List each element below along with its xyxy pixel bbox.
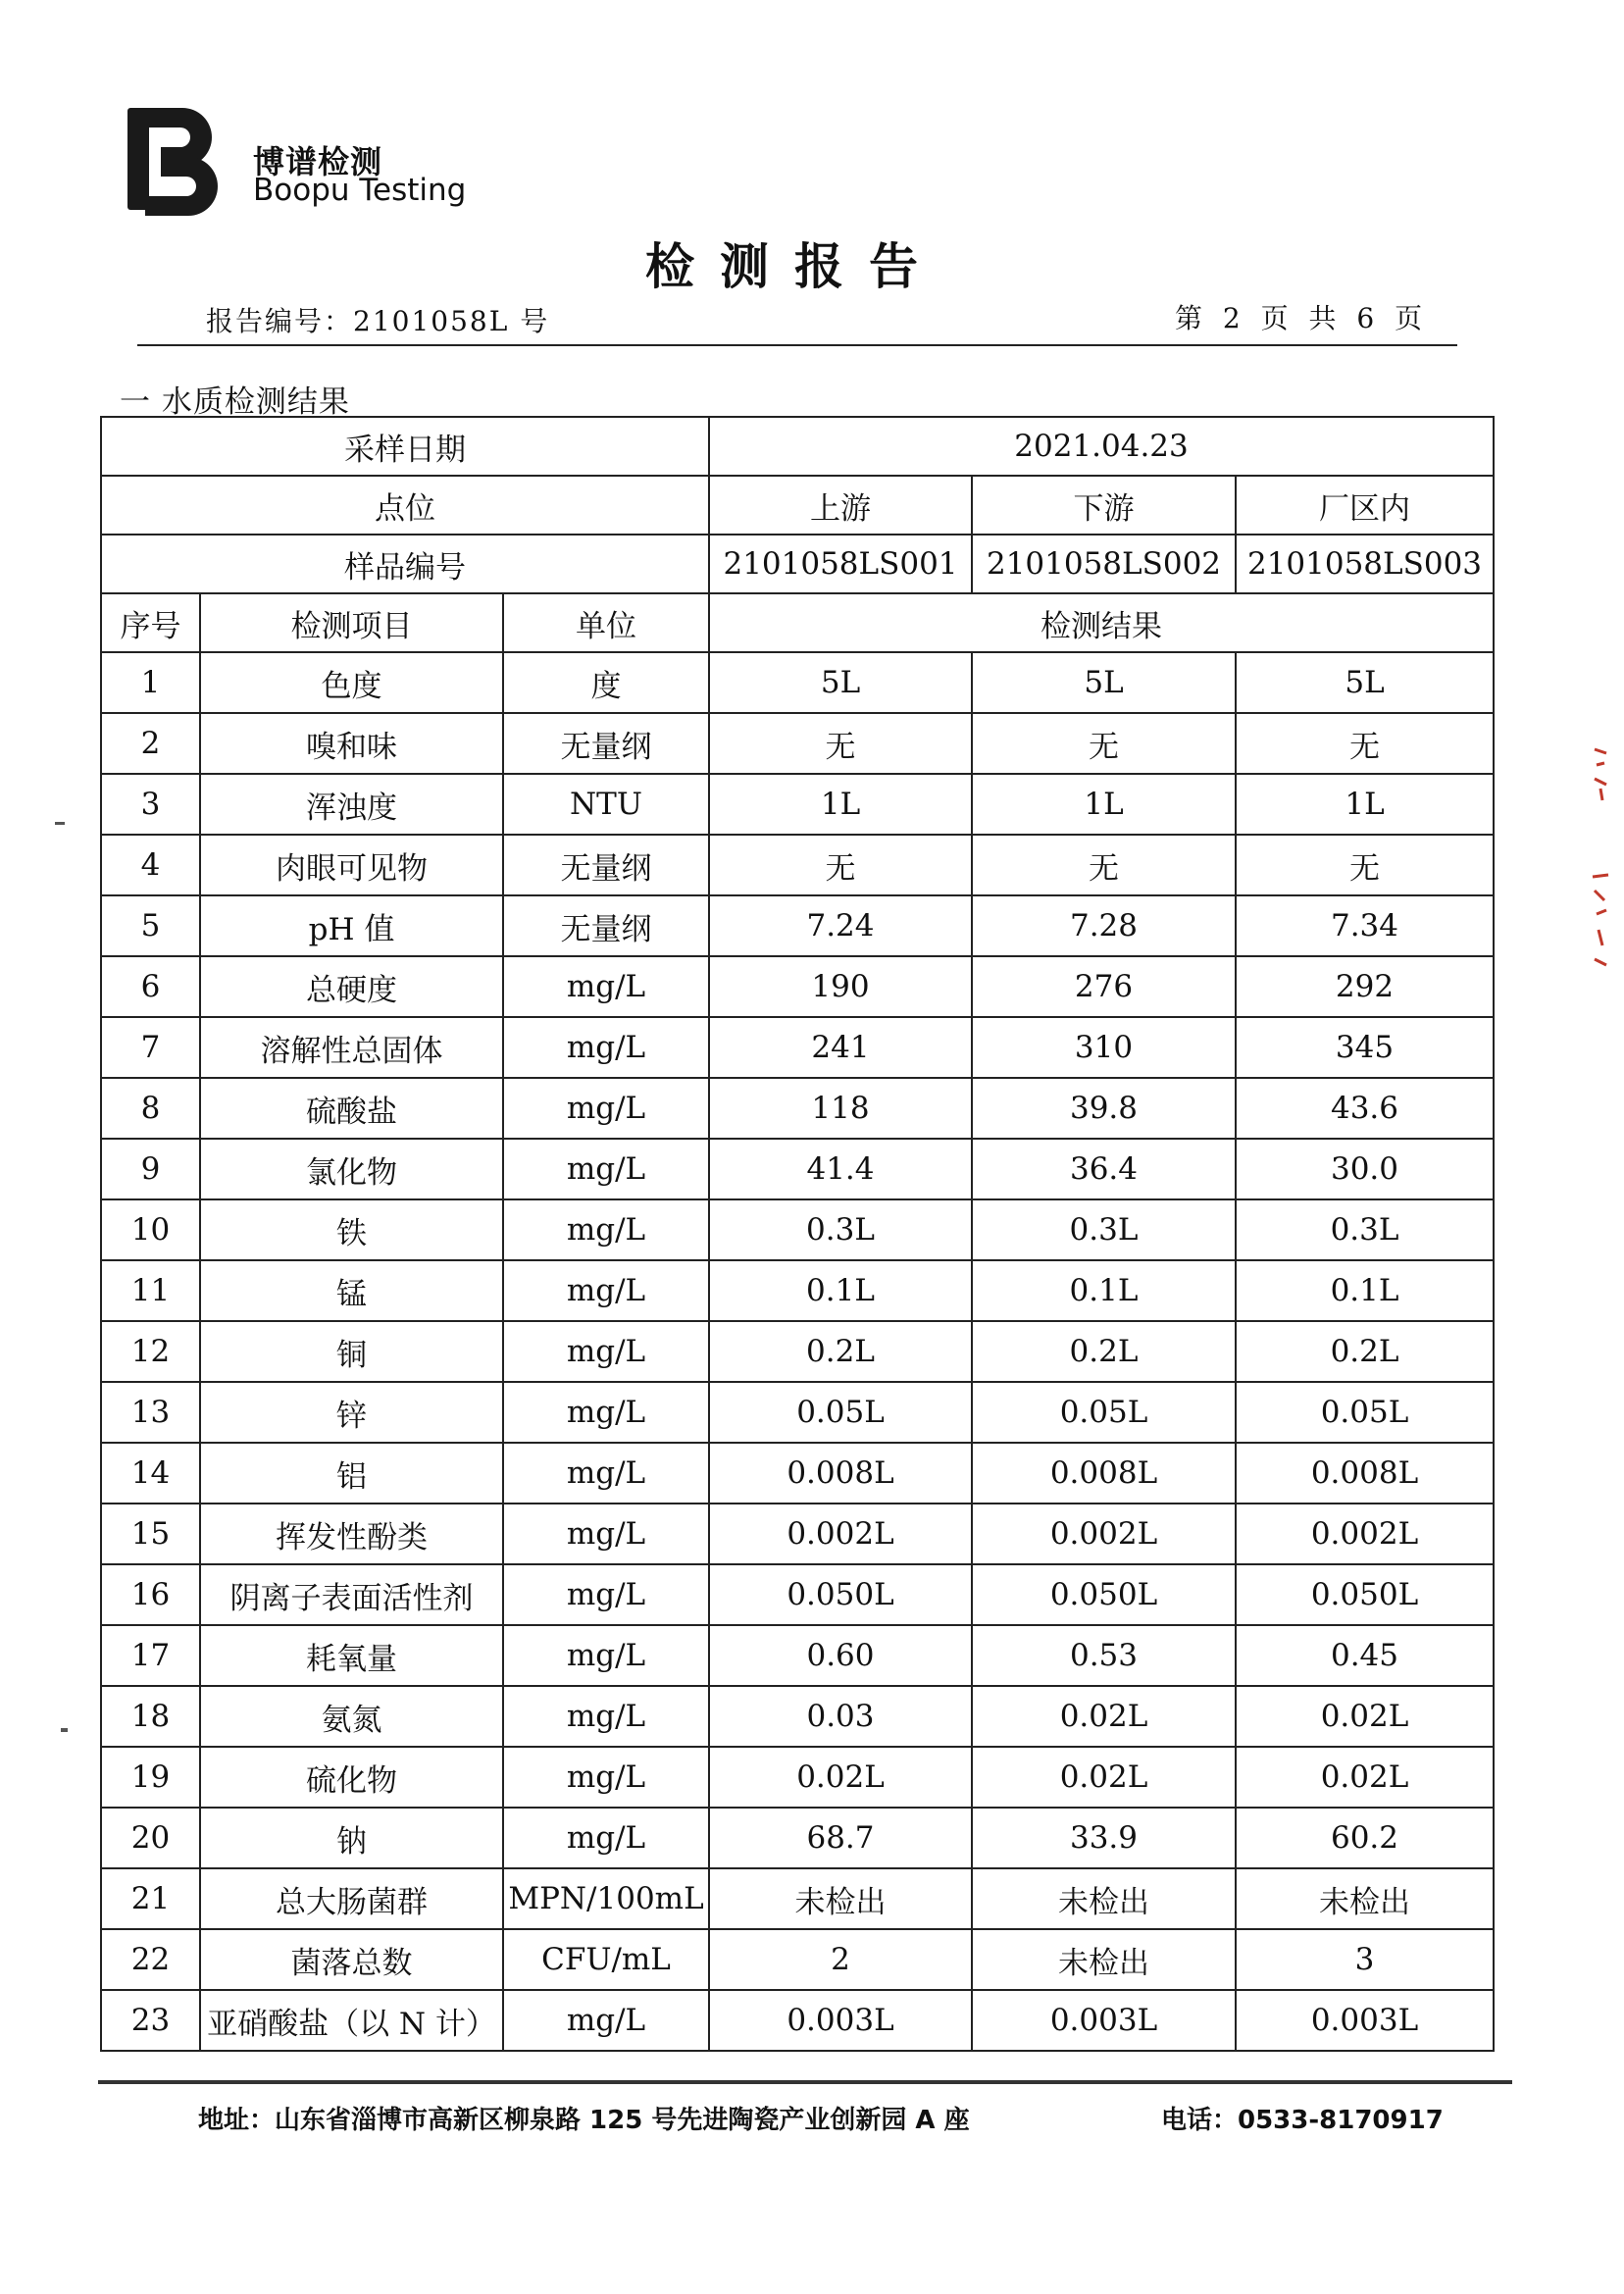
- location-upstream: 上游: [709, 476, 972, 535]
- cell-unit: mg/L: [503, 1321, 709, 1382]
- cell-result-downstream: 0.2L: [972, 1321, 1236, 1382]
- cell-result-upstream: 5L: [709, 652, 972, 713]
- cell-unit: mg/L: [503, 1564, 709, 1625]
- cell-seq: 6: [101, 956, 200, 1017]
- cell-result-upstream: 0.1L: [709, 1260, 972, 1321]
- header-divider: [137, 344, 1457, 346]
- cell-seq: 21: [101, 1868, 200, 1929]
- cell-item: 氨氮: [200, 1686, 503, 1747]
- cell-seq: 5: [101, 895, 200, 956]
- cell-result-plant: 1L: [1236, 774, 1494, 835]
- cell-result-plant: 无: [1236, 713, 1494, 774]
- cell-result-upstream: 68.7: [709, 1808, 972, 1868]
- cell-result-plant: 30.0: [1236, 1139, 1494, 1199]
- cell-unit: mg/L: [503, 1139, 709, 1199]
- cell-result-upstream: 0.02L: [709, 1747, 972, 1808]
- cell-unit: mg/L: [503, 1199, 709, 1260]
- cell-item: 色度: [200, 652, 503, 713]
- table-row: [101, 1017, 1494, 1078]
- cell-result-downstream: 0.050L: [972, 1564, 1236, 1625]
- location-label: 点位: [101, 476, 709, 535]
- cell-unit: mg/L: [503, 1808, 709, 1868]
- cell-result-downstream: 0.02L: [972, 1747, 1236, 1808]
- cell-result-downstream: 39.8: [972, 1078, 1236, 1139]
- cell-unit: 无量纲: [503, 713, 709, 774]
- table-row: [101, 1260, 1494, 1321]
- cell-unit: NTU: [503, 774, 709, 835]
- table-row: [101, 1929, 1494, 1990]
- table-row: [101, 1504, 1494, 1564]
- boopu-logo-icon: [127, 102, 218, 216]
- cell-item: 菌落总数: [200, 1929, 503, 1990]
- sample-id-2: 2101058LS002: [972, 535, 1236, 593]
- cell-seq: 8: [101, 1078, 200, 1139]
- cell-unit: mg/L: [503, 1686, 709, 1747]
- cell-result-plant: 3: [1236, 1929, 1494, 1990]
- cell-item: 溶解性总固体: [200, 1017, 503, 1078]
- footer-phone: 电话：0533-8170917: [1161, 2106, 1444, 2135]
- cell-item: 总大肠菌群: [200, 1868, 503, 1929]
- cell-unit: mg/L: [503, 1382, 709, 1443]
- cell-item: 耗氧量: [200, 1625, 503, 1686]
- cell-result-downstream: 36.4: [972, 1139, 1236, 1199]
- report-number: 报告编号：2101058L 号: [206, 305, 550, 337]
- cell-seq: 4: [101, 835, 200, 895]
- cell-item: 氯化物: [200, 1139, 503, 1199]
- cell-result-plant: 345: [1236, 1017, 1494, 1078]
- cell-result-upstream: 241: [709, 1017, 972, 1078]
- cell-unit: mg/L: [503, 1260, 709, 1321]
- cell-result-upstream: 0.050L: [709, 1564, 972, 1625]
- cell-result-downstream: 0.008L: [972, 1443, 1236, 1504]
- cell-unit: mg/L: [503, 1625, 709, 1686]
- cell-result-upstream: 0.3L: [709, 1199, 972, 1260]
- cell-unit: mg/L: [503, 1078, 709, 1139]
- cell-item: 肉眼可见物: [200, 835, 503, 895]
- cell-result-upstream: 0.05L: [709, 1382, 972, 1443]
- location-row: [101, 476, 1494, 535]
- cell-item: 锌: [200, 1382, 503, 1443]
- cell-seq: 13: [101, 1382, 200, 1443]
- cell-result-downstream: 无: [972, 713, 1236, 774]
- cell-item: pH 值: [200, 895, 503, 956]
- cell-result-downstream: 310: [972, 1017, 1236, 1078]
- cell-unit: MPN/100mL: [503, 1868, 709, 1929]
- cell-item: 铜: [200, 1321, 503, 1382]
- cell-seq: 19: [101, 1747, 200, 1808]
- table-row: [101, 835, 1494, 895]
- cell-seq: 18: [101, 1686, 200, 1747]
- cell-result-plant: 0.2L: [1236, 1321, 1494, 1382]
- table-row: [101, 1747, 1494, 1808]
- sample-id-row: [101, 535, 1494, 593]
- footer-divider: [98, 2080, 1512, 2084]
- sampling-date-row: [101, 417, 1494, 476]
- cell-item: 铝: [200, 1443, 503, 1504]
- cell-result-downstream: 7.28: [972, 895, 1236, 956]
- table-row: [101, 1321, 1494, 1382]
- table-row: [101, 774, 1494, 835]
- sampling-date-label: 采样日期: [101, 417, 709, 476]
- cell-result-downstream: 0.05L: [972, 1382, 1236, 1443]
- seal-fragment-icon: [1591, 871, 1610, 969]
- col-header-result: 检测结果: [709, 593, 1494, 652]
- cell-result-upstream: 2: [709, 1929, 972, 1990]
- cell-item: 阴离子表面活性剂: [200, 1564, 503, 1625]
- cell-item: 浑浊度: [200, 774, 503, 835]
- cell-result-plant: 0.02L: [1236, 1686, 1494, 1747]
- cell-result-downstream: 未检出: [972, 1868, 1236, 1929]
- table-row: [101, 1199, 1494, 1260]
- cell-item: 硫化物: [200, 1747, 503, 1808]
- table-row: [101, 1564, 1494, 1625]
- cell-result-upstream: 0.003L: [709, 1990, 972, 2051]
- cell-result-upstream: 无: [709, 835, 972, 895]
- location-plant: 厂区内: [1236, 476, 1494, 535]
- cell-seq: 1: [101, 652, 200, 713]
- cell-seq: 2: [101, 713, 200, 774]
- cell-item: 锰: [200, 1260, 503, 1321]
- cell-result-downstream: 0.003L: [972, 1990, 1236, 2051]
- table-row: [101, 713, 1494, 774]
- cell-seq: 23: [101, 1990, 200, 2051]
- cell-result-upstream: 190: [709, 956, 972, 1017]
- section-title: 一 水质检测结果: [120, 384, 350, 420]
- table-row: [101, 1443, 1494, 1504]
- table-row: [101, 1625, 1494, 1686]
- cell-unit: 度: [503, 652, 709, 713]
- cell-seq: 7: [101, 1017, 200, 1078]
- cell-result-downstream: 276: [972, 956, 1236, 1017]
- cell-result-downstream: 33.9: [972, 1808, 1236, 1868]
- table-row: [101, 652, 1494, 713]
- cell-item: 嗅和味: [200, 713, 503, 774]
- cell-unit: 无量纲: [503, 895, 709, 956]
- cell-seq: 14: [101, 1443, 200, 1504]
- cell-unit: mg/L: [503, 956, 709, 1017]
- cell-result-downstream: 无: [972, 835, 1236, 895]
- cell-seq: 12: [101, 1321, 200, 1382]
- cell-result-plant: 7.34: [1236, 895, 1494, 956]
- cell-item: 总硬度: [200, 956, 503, 1017]
- cell-seq: 11: [101, 1260, 200, 1321]
- cell-result-downstream: 0.02L: [972, 1686, 1236, 1747]
- table-row: [101, 1868, 1494, 1929]
- table-row: [101, 1686, 1494, 1747]
- sample-id-1: 2101058LS001: [709, 535, 972, 593]
- scan-speck: [55, 822, 65, 825]
- cell-result-plant: 0.45: [1236, 1625, 1494, 1686]
- table-row: [101, 895, 1494, 956]
- cell-result-downstream: 5L: [972, 652, 1236, 713]
- col-header-item: 检测项目: [200, 593, 503, 652]
- cell-result-plant: 5L: [1236, 652, 1494, 713]
- brand-name-en: Boopu Testing: [253, 173, 467, 208]
- cell-result-upstream: 0.60: [709, 1625, 972, 1686]
- cell-seq: 16: [101, 1564, 200, 1625]
- cell-result-upstream: 41.4: [709, 1139, 972, 1199]
- results-table: [100, 416, 1495, 2052]
- cell-result-downstream: 0.53: [972, 1625, 1236, 1686]
- col-header-seq: 序号: [101, 593, 200, 652]
- table-row: [101, 1139, 1494, 1199]
- seal-fragment-icon: [1591, 745, 1610, 804]
- table-row: [101, 1078, 1494, 1139]
- cell-result-downstream: 0.3L: [972, 1199, 1236, 1260]
- cell-result-downstream: 未检出: [972, 1929, 1236, 1990]
- cell-item: 硫酸盐: [200, 1078, 503, 1139]
- cell-result-upstream: 0.002L: [709, 1504, 972, 1564]
- cell-result-plant: 0.02L: [1236, 1747, 1494, 1808]
- sample-id-label: 样品编号: [101, 535, 709, 593]
- table-row: [101, 1382, 1494, 1443]
- report-title: 检测报告: [645, 237, 943, 295]
- location-downstream: 下游: [972, 476, 1236, 535]
- cell-result-upstream: 无: [709, 713, 972, 774]
- cell-result-upstream: 0.008L: [709, 1443, 972, 1504]
- cell-result-downstream: 0.002L: [972, 1504, 1236, 1564]
- cell-unit: mg/L: [503, 1443, 709, 1504]
- table-row: [101, 1990, 1494, 2051]
- cell-seq: 10: [101, 1199, 200, 1260]
- scan-speck: [61, 1728, 68, 1732]
- cell-result-plant: 60.2: [1236, 1808, 1494, 1868]
- cell-result-upstream: 7.24: [709, 895, 972, 956]
- cell-result-plant: 43.6: [1236, 1078, 1494, 1139]
- table-row: [101, 956, 1494, 1017]
- cell-result-upstream: 未检出: [709, 1868, 972, 1929]
- column-header-row: [101, 593, 1494, 652]
- cell-result-plant: 0.05L: [1236, 1382, 1494, 1443]
- cell-result-upstream: 118: [709, 1078, 972, 1139]
- cell-unit: mg/L: [503, 1504, 709, 1564]
- col-header-unit: 单位: [503, 593, 709, 652]
- cell-result-plant: 0.008L: [1236, 1443, 1494, 1504]
- cell-seq: 17: [101, 1625, 200, 1686]
- footer-address: 地址：山东省淄博市高新区柳泉路 125 号先进陶瓷产业创新园 A 座: [198, 2106, 970, 2135]
- cell-unit: CFU/mL: [503, 1929, 709, 1990]
- cell-result-plant: 0.003L: [1236, 1990, 1494, 2051]
- cell-result-upstream: 0.2L: [709, 1321, 972, 1382]
- sample-id-3: 2101058LS003: [1236, 535, 1494, 593]
- cell-result-upstream: 1L: [709, 774, 972, 835]
- cell-unit: mg/L: [503, 1017, 709, 1078]
- cell-unit: mg/L: [503, 1747, 709, 1808]
- cell-result-plant: 0.1L: [1236, 1260, 1494, 1321]
- cell-unit: mg/L: [503, 1990, 709, 2051]
- cell-item: 钠: [200, 1808, 503, 1868]
- cell-result-plant: 无: [1236, 835, 1494, 895]
- cell-result-plant: 0.3L: [1236, 1199, 1494, 1260]
- brand-name-cn: 博谱检测: [253, 143, 383, 180]
- cell-seq: 22: [101, 1929, 200, 1990]
- cell-item: 挥发性酚类: [200, 1504, 503, 1564]
- page-indicator: 第 2 页 共 6 页: [1175, 302, 1426, 334]
- table-row: [101, 1808, 1494, 1868]
- cell-unit: 无量纲: [503, 835, 709, 895]
- cell-result-downstream: 0.1L: [972, 1260, 1236, 1321]
- cell-result-plant: 0.002L: [1236, 1504, 1494, 1564]
- cell-result-plant: 未检出: [1236, 1868, 1494, 1929]
- cell-item: 铁: [200, 1199, 503, 1260]
- sampling-date-value: 2021.04.23: [709, 417, 1494, 476]
- cell-seq: 3: [101, 774, 200, 835]
- cell-result-downstream: 1L: [972, 774, 1236, 835]
- cell-result-plant: 292: [1236, 956, 1494, 1017]
- cell-result-upstream: 0.03: [709, 1686, 972, 1747]
- cell-result-plant: 0.050L: [1236, 1564, 1494, 1625]
- cell-seq: 15: [101, 1504, 200, 1564]
- cell-item: 亚硝酸盐（以 N 计）: [200, 1990, 503, 2051]
- cell-seq: 20: [101, 1808, 200, 1868]
- cell-seq: 9: [101, 1139, 200, 1199]
